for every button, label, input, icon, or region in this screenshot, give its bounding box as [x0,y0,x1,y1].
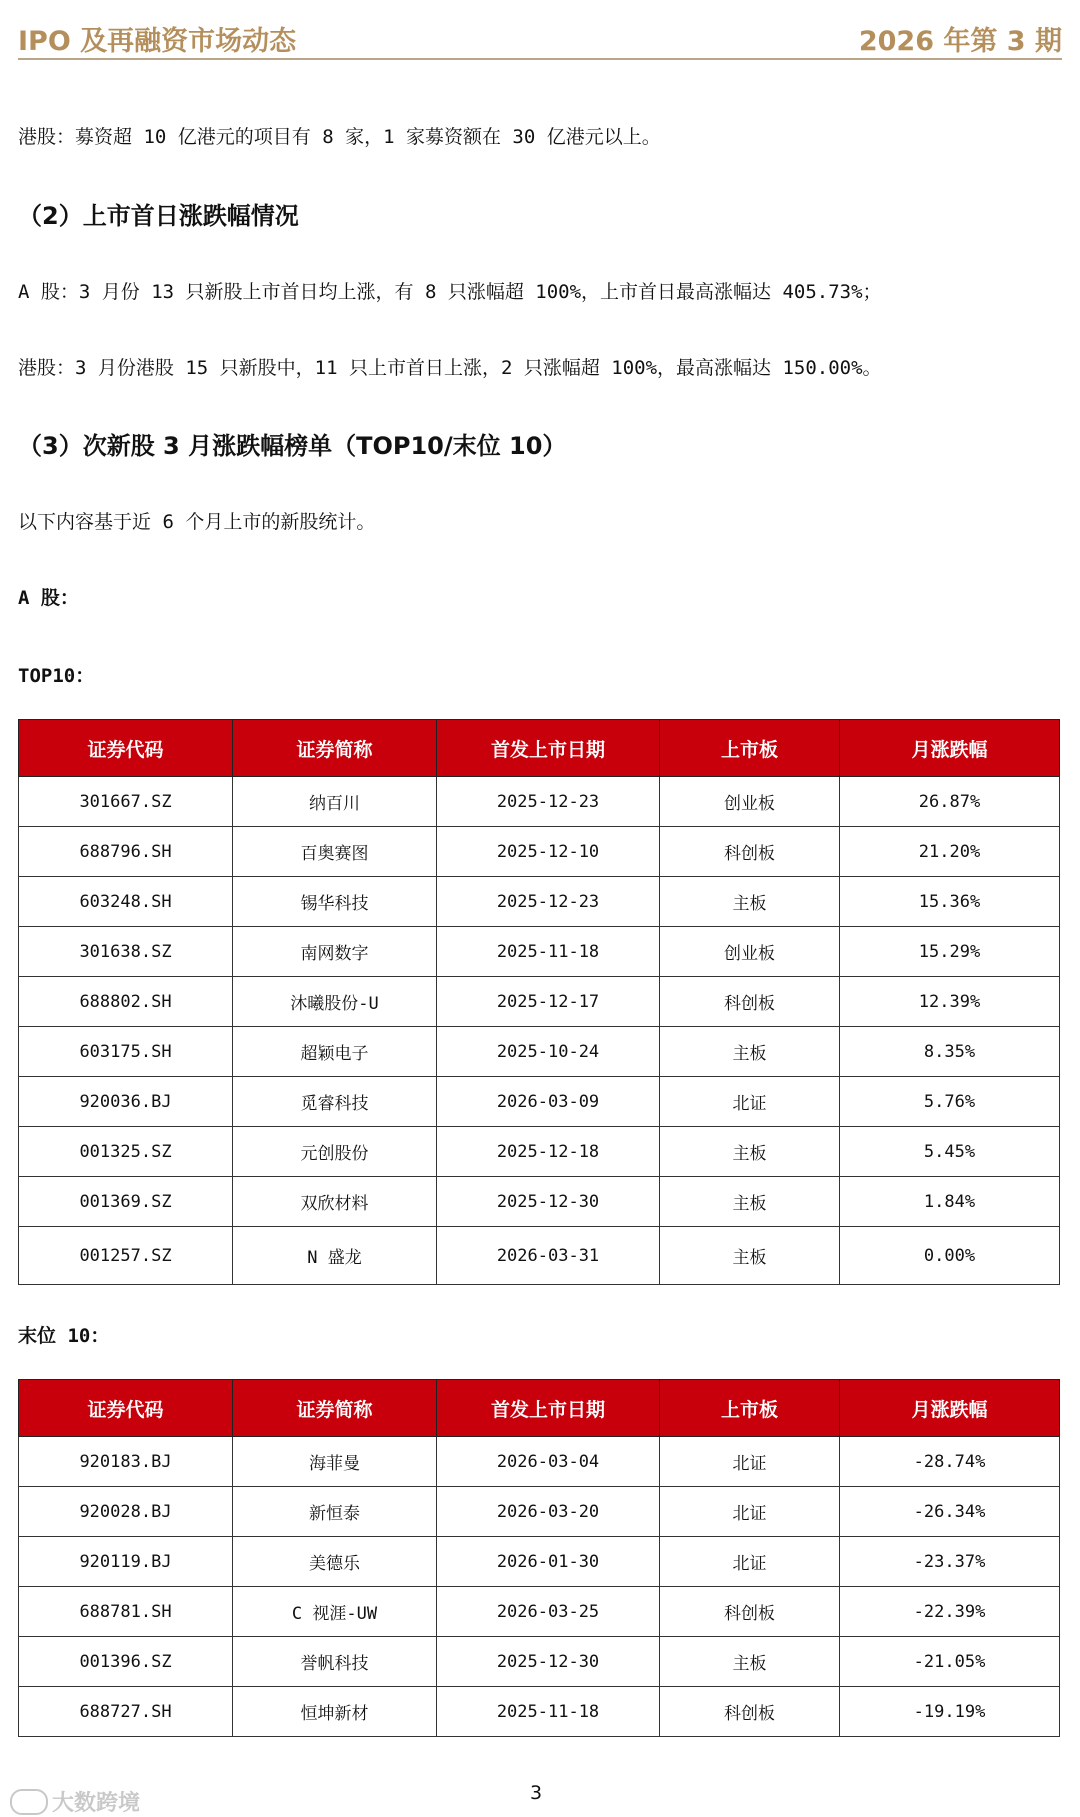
table-cell: 主板 [660,1177,840,1227]
a-share-first-day-paragraph: A 股：3 月份 13 只新股上市首日均上涨，有 8 只涨幅超 100%，上市首日最高涨幅达 405.73%； [18,281,882,303]
table-cell: 2026-01-30 [437,1537,660,1587]
table-cell: 001257.SZ [19,1227,233,1285]
table-cell: 0.00% [840,1227,1060,1285]
table-cell: 科创板 [660,1587,840,1637]
column-header: 证券简称 [233,720,437,777]
bottom10-table [18,1379,1060,1737]
table-cell: -21.05% [840,1637,1060,1687]
table-cell: 海菲曼 [233,1437,437,1487]
table-row [19,777,1060,827]
table-cell: 北证 [660,1487,840,1537]
table-cell: -23.37% [840,1537,1060,1587]
table-cell: 主板 [660,1637,840,1687]
table-cell: 超颖电子 [233,1027,437,1077]
column-header: 月涨跌幅 [840,720,1060,777]
table-cell: C 视涯-UW [233,1587,437,1637]
table-cell: 创业板 [660,927,840,977]
table-cell: 301667.SZ [19,777,233,827]
table-cell: 主板 [660,1127,840,1177]
table-cell: 301638.SZ [19,927,233,977]
table-cell: -28.74% [840,1437,1060,1487]
table-cell: 12.39% [840,977,1060,1027]
table-cell: 北证 [660,1437,840,1487]
table-row [19,1487,1060,1537]
table-cell: 5.76% [840,1077,1060,1127]
table-cell: 觅睿科技 [233,1077,437,1127]
report-series-title: IPO 及再融资市场动态 [18,25,297,57]
table-cell: N 盛龙 [233,1227,437,1285]
table-row [19,1437,1060,1487]
table-cell: 恒坤新材 [233,1687,437,1737]
table-cell: 美德乐 [233,1537,437,1587]
table-row [19,1537,1060,1587]
table-cell: 沐曦股份-U [233,977,437,1027]
table-cell: 26.87% [840,777,1060,827]
table-cell: 2025-11-18 [437,927,660,977]
a-share-label: A 股： [18,587,79,609]
table-cell: 920119.BJ [19,1537,233,1587]
hk-fundraising-paragraph: 港股：募资超 10 亿港元的项目有 8 家，1 家募资额在 30 亿港元以上。 [18,126,661,148]
table-cell: 15.29% [840,927,1060,977]
table-cell: 百奥赛图 [233,827,437,877]
table-cell: 688802.SH [19,977,233,1027]
table-cell: 双欣材料 [233,1177,437,1227]
table-row [19,1687,1060,1737]
page-header [18,18,1062,60]
table-cell: 603248.SH [19,877,233,927]
table-row [19,1177,1060,1227]
table-cell: 1.84% [840,1177,1060,1227]
table-cell: 锡华科技 [233,877,437,927]
table-cell: 誉帆科技 [233,1637,437,1687]
table-cell: 科创板 [660,827,840,877]
table-cell: 主板 [660,1227,840,1285]
table-cell: 001369.SZ [19,1177,233,1227]
table-cell: 5.45% [840,1127,1060,1177]
table-cell: 南网数字 [233,927,437,977]
table-cell: 主板 [660,1027,840,1077]
watermark-logo-icon [10,1789,48,1815]
table-cell: 2026-03-04 [437,1437,660,1487]
table-row [19,827,1060,877]
hk-first-day-paragraph: 港股：3 月份港股 15 只新股中，11 只上市首日上涨，2 只涨幅超 100%，最高涨幅达 150.00%。 [18,357,882,379]
watermark [10,1786,140,1817]
table-cell: 15.36% [840,877,1060,927]
basis-note: 以下内容基于近 6 个月上市的新股统计。 [18,511,376,533]
top10-table [18,719,1060,1285]
table-cell: 001396.SZ [19,1637,233,1687]
table-cell: 2025-12-30 [437,1637,660,1687]
table-cell: 2025-12-10 [437,827,660,877]
table-cell: 2026-03-25 [437,1587,660,1637]
watermark-text: 大数跨境 [52,1791,141,1816]
column-header: 证券简称 [233,1380,437,1437]
table-cell: 北证 [660,1077,840,1127]
column-header: 证券代码 [19,1380,233,1437]
table-cell: 北证 [660,1537,840,1587]
table-cell: 科创板 [660,1687,840,1737]
issue-number: 2026 年第 3 期 [858,25,1062,57]
table-cell: 920028.BJ [19,1487,233,1537]
table-cell: 688781.SH [19,1587,233,1637]
table-cell: 001325.SZ [19,1127,233,1177]
section3-heading: （3）次新股 3 月涨跌幅榜单（TOP10/末位 10） [18,432,567,460]
table-cell: 2026-03-20 [437,1487,660,1537]
table-cell: 2025-12-18 [437,1127,660,1177]
table-cell: -19.19% [840,1687,1060,1737]
table-cell: 920036.BJ [19,1077,233,1127]
table-cell: 920183.BJ [19,1437,233,1487]
table-row [19,927,1060,977]
table-row [19,1077,1060,1127]
table-cell: 2026-03-09 [437,1077,660,1127]
table-cell: -26.34% [840,1487,1060,1537]
table-cell: 688796.SH [19,827,233,877]
table-row [19,1127,1060,1177]
bottom10-label: 末位 10： [18,1325,110,1347]
table-cell: -22.39% [840,1587,1060,1637]
table-row [19,1227,1060,1285]
table-cell: 2025-10-24 [437,1027,660,1077]
table-cell: 2025-11-18 [437,1687,660,1737]
table-row [19,1027,1060,1077]
table-cell: 2025-12-17 [437,977,660,1027]
table-cell: 主板 [660,877,840,927]
top10-label: TOP10： [18,665,95,687]
column-header: 上市板 [660,1380,840,1437]
table-cell: 新恒泰 [233,1487,437,1537]
table-cell: 603175.SH [19,1027,233,1077]
table-cell: 2025-12-23 [437,777,660,827]
table-row [19,1637,1060,1687]
table-cell: 2025-12-30 [437,1177,660,1227]
table-cell: 2026-03-31 [437,1227,660,1285]
table-cell: 创业板 [660,777,840,827]
section2-heading: （2）上市首日涨跌幅情况 [18,202,299,230]
table-cell: 8.35% [840,1027,1060,1077]
table-row [19,877,1060,927]
table-row [19,1587,1060,1637]
column-header: 上市板 [660,720,840,777]
table-cell: 2025-12-23 [437,877,660,927]
table-cell: 科创板 [660,977,840,1027]
table-cell: 21.20% [840,827,1060,877]
column-header: 首发上市日期 [437,720,660,777]
table-row [19,977,1060,1027]
table-cell: 元创股份 [233,1127,437,1177]
page-number: 3 [530,1782,543,1804]
column-header: 首发上市日期 [437,1380,660,1437]
column-header: 月涨跌幅 [840,1380,1060,1437]
table-cell: 688727.SH [19,1687,233,1737]
table-cell: 纳百川 [233,777,437,827]
column-header: 证券代码 [19,720,233,777]
